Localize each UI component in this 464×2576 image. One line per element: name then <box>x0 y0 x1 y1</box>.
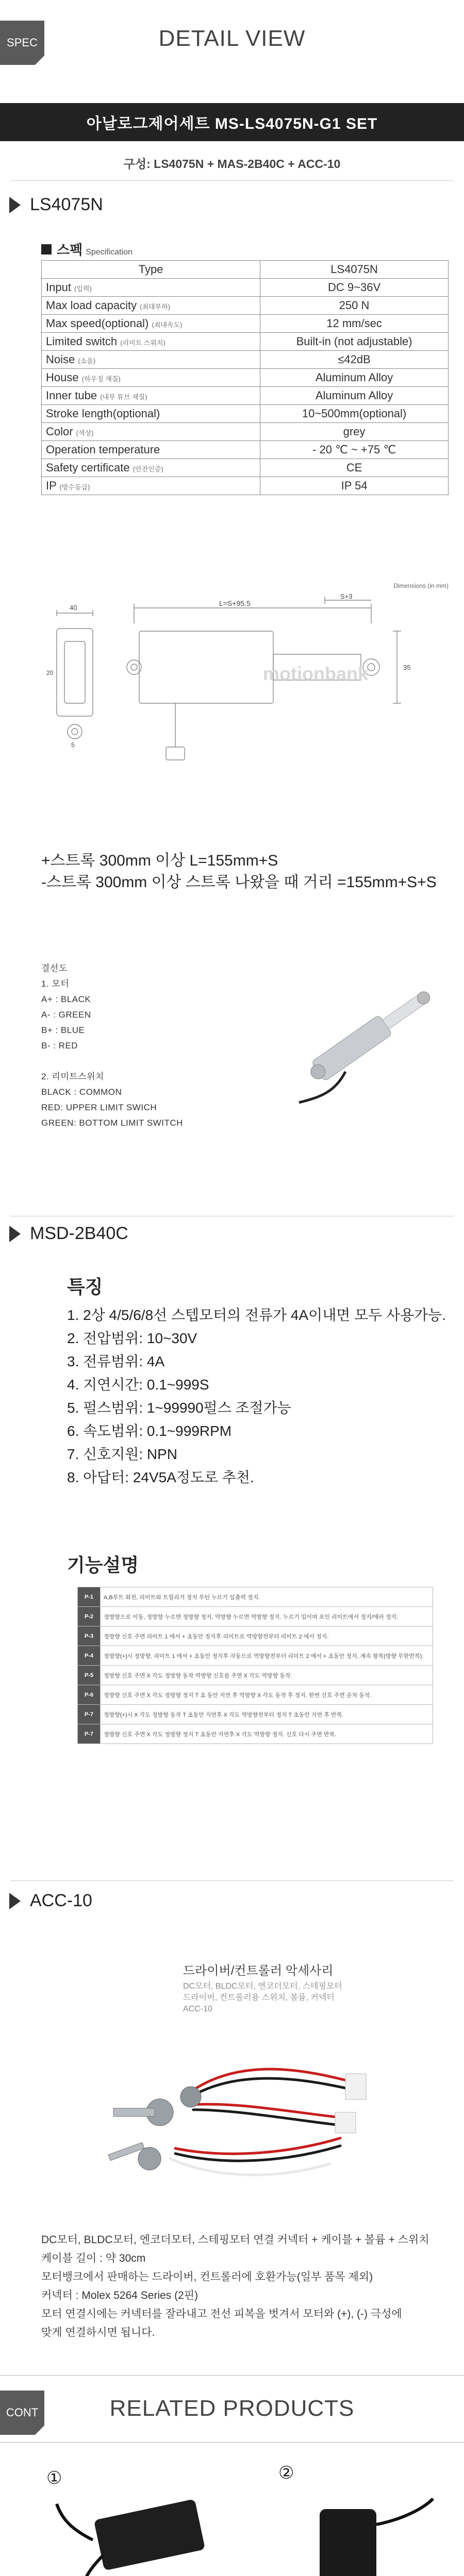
config-line: 구성: LS4075N + MAS-2B40C + ACC-10 <box>123 157 341 171</box>
description-line: 케이블 길이 : 약 30cm <box>41 2252 146 2264</box>
spec-value: - 20 ℃ ~ +75 ℃ <box>260 441 449 459</box>
description-line: 모터뱅크에서 판매하는 드라이버, 컨트롤러에 호환가능(일부 품목 제외) <box>41 2271 373 2283</box>
accessory-description <box>41 2231 429 2342</box>
description-line: 모터 연결시에는 커넥터를 잘라내고 전선 피복을 벗겨서 모터와 (+), (-) 극성에 <box>41 2308 402 2320</box>
spec-row <box>42 369 449 387</box>
feature-item: 7. 신호지원: NPN <box>67 1446 177 1462</box>
spec-row <box>42 477 449 495</box>
section-head-msd: MSD-2B40C <box>9 1224 128 1244</box>
spec-label: 스펙 Specification <box>41 240 132 259</box>
adapter-24v-image <box>278 2488 443 2576</box>
spec-name: Max load capacity (최대부하) <box>42 297 260 315</box>
feature-item: 6. 속도범위: 0.1~999RPM <box>67 1423 232 1439</box>
functions-title: 기능설명 <box>67 1554 139 1575</box>
inner-label: 20 <box>46 669 54 676</box>
spec-name: Inner tube (내부 튜브 재질) <box>42 387 260 405</box>
spec-name: Safety certificate (안전인증) <box>42 459 260 477</box>
wiring-line: A- : GREEN <box>41 1010 91 1020</box>
function-text: 정방향 신호 주면 리미트 1 에서 + 초동안 정지후 리미트로 역방향전부터 리미트 2 에서 정지. <box>101 1626 433 1646</box>
adapter-12v-image <box>52 2488 237 2576</box>
features-title: 특징 <box>67 1276 103 1297</box>
feature-item: 2. 전압범위: 10~30V <box>67 1330 197 1346</box>
function-row <box>78 1646 433 1666</box>
spec-row <box>42 405 449 423</box>
spec-name: Color (색상) <box>42 423 260 441</box>
spec-value: 12 mm/sec <box>260 315 449 333</box>
page-heading: DETAIL VIEW <box>158 26 306 51</box>
spec-value: 10~500mm(optional) <box>260 405 449 423</box>
spec-name: Stroke length(optional) <box>42 405 260 423</box>
feature-item: 1. 2상 4/5/6/8선 스텝모터의 전류가 4A이내면 모두 사용가능. <box>67 1307 446 1323</box>
section-head-ls4075n: LS4075N <box>9 195 103 215</box>
divider <box>0 2375 464 2376</box>
function-key: P-1 <box>78 1587 101 1607</box>
cable-gland <box>166 747 185 760</box>
triangle-bullet-icon <box>9 197 21 213</box>
function-key: P-7 <box>78 1705 101 1724</box>
connector <box>335 2112 356 2133</box>
spec-value: Aluminum Alloy <box>260 369 449 387</box>
accessory-photo <box>72 1994 392 2210</box>
feature-item: 4. 지연시간: 0.1~999S <box>67 1377 209 1393</box>
actuator-body <box>139 631 273 703</box>
spec-row <box>42 297 449 315</box>
spec-row <box>42 459 449 477</box>
function-key: P-7 <box>78 1724 101 1744</box>
function-text: 정방향(+)시 X 각도 정방향 동작 T 초동안 지연후 X 각도 역방향전부터 정지 T 초동안 지연 후 반복. <box>101 1705 433 1724</box>
divider <box>10 1880 454 1881</box>
accessory-subtitle: DC모터, BLDC모터, 엔코더모터, 스테핑모터 드라이버, 컨트롤러용 스위치, 볼륨, 커넥터 ACC-10 <box>183 1982 342 2013</box>
toggle-switch <box>138 2147 161 2170</box>
description-line: 커넥터 : Molex 5264 Series (2핀) <box>41 2290 198 2301</box>
spec-name: House (하우징 재질) <box>42 369 260 387</box>
function-text: 정방향(+)시 정방향, 리미트 1 에서 + 초동안 정지후 자동으로 역방향전부터 리미트 2 에서 + 초동안 정지, 계속 왕복(방향 무한반복). <box>101 1646 433 1666</box>
wiring-info <box>41 961 183 1131</box>
dimension-drawing <box>36 592 438 788</box>
wiring-line: BLACK : COMMON <box>41 1087 122 1097</box>
function-row <box>78 1666 433 1685</box>
spec-name: Limited switch (리미트 스위치) <box>42 333 260 351</box>
spec-value: Aluminum Alloy <box>260 387 449 405</box>
description-line: 맞게 연결하시면 됩니다. <box>41 2327 155 2338</box>
wiring-line: B- : RED <box>41 1041 78 1050</box>
spec-tag: SPEC <box>0 21 44 65</box>
function-key: P-3 <box>78 1626 101 1646</box>
function-key: P-6 <box>78 1685 101 1705</box>
function-key: P-2 <box>78 1607 101 1626</box>
wiring-line: 결선도 <box>41 963 68 973</box>
spec-row <box>42 315 449 333</box>
spec-table <box>41 260 449 495</box>
function-row <box>78 1626 433 1646</box>
connector <box>345 2074 366 2099</box>
wiring-line <box>41 1054 183 1069</box>
spec-name: Noise (소음) <box>42 351 260 369</box>
wiring-line: B+ : BLUE <box>41 1025 85 1035</box>
spec-value: CE <box>260 459 449 477</box>
dimensions-note: Dimensions (in mm) <box>393 582 449 589</box>
wiring-line: 2. 리미트스위치 <box>41 1072 104 1081</box>
function-text: 정방향 신호 주면 X 각도 정방향 동작 역방향 신호를 주면 X 각도 역방향 동작. <box>101 1666 433 1685</box>
features-list <box>67 1303 446 1489</box>
function-text: 정방향 신호 주면 X 각도 정방향 정지 T 초동안 지연후 X 각도 역방향 정지. 신호 다시 주면 반복. <box>101 1724 433 1744</box>
divider <box>0 2442 464 2443</box>
divider <box>10 180 454 181</box>
spec-name: Operation temperature <box>42 441 260 459</box>
spec-row <box>42 441 449 459</box>
spec-value: grey <box>260 423 449 441</box>
spec-table-header: Type LS4075N <box>42 261 449 279</box>
cont-tag: CONT <box>0 2391 44 2435</box>
section-head-acc: ACC-10 <box>9 1891 92 1911</box>
function-row <box>78 1705 433 1724</box>
wiring-line: A+ : BLACK <box>41 994 91 1004</box>
spec-name: Input (입력) <box>42 279 260 297</box>
spec-value: Built-in (not adjustable) <box>260 333 449 351</box>
functions-table <box>77 1587 433 1744</box>
accessory-title: 드라이버/컨트롤러 악세사리 <box>183 1964 334 1978</box>
hole-label: 5 <box>71 741 75 749</box>
spec-row <box>42 333 449 351</box>
spec-row <box>42 279 449 297</box>
function-row <box>78 1587 433 1607</box>
related-heading: RELATED PRODUCTS <box>109 2396 355 2421</box>
function-row <box>78 1724 433 1744</box>
marker-2: ② <box>278 2463 294 2483</box>
product-title-bar: 아날로그제어세트 MS-LS4075N-G1 SET <box>0 103 464 141</box>
mount-hole <box>68 724 82 739</box>
stroke-notes: +스트록 300mm 이상 L=155mm+S -스트록 300mm 이상 스트록 나왔을 때 거리 =155mm+S+S <box>41 852 437 891</box>
wiring-line: 1. 모터 <box>41 979 70 989</box>
height-label: 35 <box>403 664 411 671</box>
function-row <box>78 1685 433 1705</box>
spec-name: Max speed(optional) (최대속도) <box>42 315 260 333</box>
function-key: P-5 <box>78 1666 101 1685</box>
watermark: motionbank <box>263 663 368 684</box>
function-text: 정방향 신호 주면 X 각도 정방향 정지 T 초 동안 지연 후 역방향 X 각도 동작 후 정지. 한번 신호 주면 순차 동작. <box>101 1685 433 1705</box>
feature-item: 3. 전류범위: 4A <box>67 1353 165 1369</box>
spec-value: ≤42dB <box>260 351 449 369</box>
function-text: 정방향으로 이동, 정방향 누르면 정방향 정지, 역방향 누르면 역방향 정지. 누르기 입이며 포인 리미트에서 정지/에러 정지. <box>101 1607 433 1626</box>
spec-name: IP (방수등급) <box>42 477 260 495</box>
function-text: A,B루트 회전, 리미트와 트릴리거 정지 루틴 누르기 입출력 정지. <box>101 1587 433 1607</box>
feature-item: 8. 아답터: 24V5A정도로 추천. <box>67 1469 254 1485</box>
marker-1: ① <box>46 2468 62 2488</box>
actuator-photo <box>289 969 449 1113</box>
function-key: P-4 <box>78 1646 101 1666</box>
stroke-offset-label: S+3 <box>340 592 353 600</box>
spec-row <box>42 387 449 405</box>
feature-item: 5. 펄스범위: 1~99990펄스 조절가능 <box>67 1400 291 1416</box>
description-line: DC모터, BLDC모터, 엔코더모터, 스테핑모터 연결 커넥터 + 케이블 + 볼륨 + 스위치 <box>41 2234 429 2246</box>
triangle-bullet-icon <box>9 1226 21 1242</box>
wiring-line: GREEN: BOTTOM LIMIT SWITCH <box>41 1118 183 1128</box>
spec-value: 250 N <box>260 297 449 315</box>
wiring-line: RED: UPPER LIMIT SWICH <box>41 1103 157 1112</box>
triangle-bullet-icon <box>9 1893 21 1909</box>
spec-value: IP 54 <box>260 477 449 495</box>
width-label: 40 <box>70 604 77 612</box>
length-label: L=S+95.5 <box>219 599 251 607</box>
spec-row <box>42 351 449 369</box>
square-bullet-icon <box>41 244 52 255</box>
function-row <box>78 1607 433 1626</box>
spec-value: DC 9~36V <box>260 279 449 297</box>
end-view-inner <box>64 641 85 703</box>
spec-row <box>42 423 449 441</box>
